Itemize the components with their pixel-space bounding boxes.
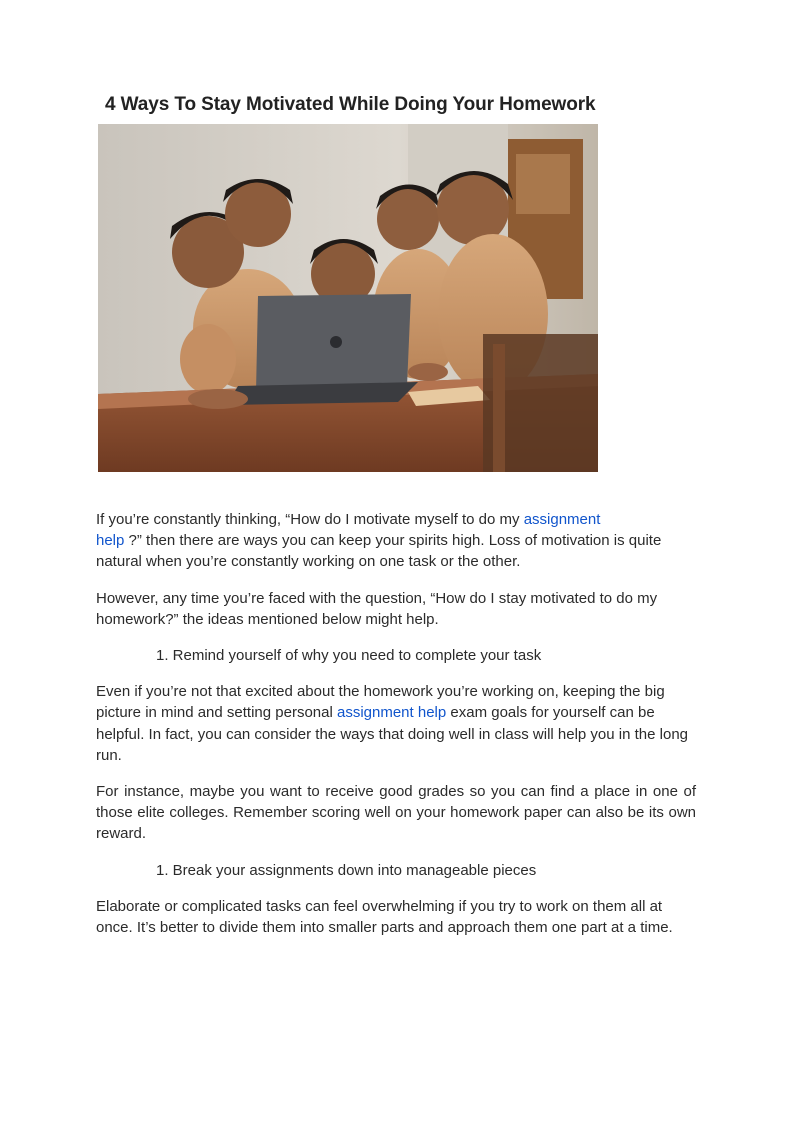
link-text[interactable]: assignment — [523, 511, 601, 528]
paragraph-text: Even if you’re not that excited about the homework you’re working on, keeping the big picture in mind and setting personal — [96, 683, 665, 722]
page-title: 4 Ways To Stay Motivated While Doing Your Homework — [105, 94, 596, 115]
article-body — [96, 509, 696, 953]
paragraph-text: If you’re constantly thinking, “How do I motivate myself to do my — [96, 511, 524, 528]
paragraph-instance: For instance, maybe you want to receive good grades so you can find a place in one of those elite colleges. Remember scoring well on your homework paper can also be its own reward. — [96, 783, 696, 843]
photo-illustration — [98, 124, 598, 472]
list-item-break: 1. Break your assignments down into manageable pieces — [156, 861, 537, 879]
paragraph-question: However, any time you’re faced with the question, “How do I stay motivated to do my homework?” the ideas mentioned below might help. — [96, 589, 658, 628]
paragraph-intro — [96, 509, 696, 573]
students-laptop-photo — [98, 124, 598, 472]
paragraph-text: ?” then there are ways you can keep your spirits high. Loss of motivation is quite natural when you’re constantly working on one task or the other. — [96, 532, 662, 571]
list-item-remind: 1. Remind yourself of why you need to complete your task — [156, 647, 542, 665]
paragraph-elaborate: Elaborate or complicated tasks can feel overwhelming if you try to work on them all at once. It’s better to divide them into smaller parts and approach them one part at a time. — [96, 897, 673, 937]
paragraph-big-picture — [96, 681, 696, 766]
assignment-help-link[interactable]: assignment help — [336, 704, 447, 722]
link-text[interactable]: help — [96, 532, 125, 550]
paragraph-text: exam goals for yourself can be helpful. In fact, you can consider the ways that doing well in class will help you in the long run. — [96, 704, 689, 764]
